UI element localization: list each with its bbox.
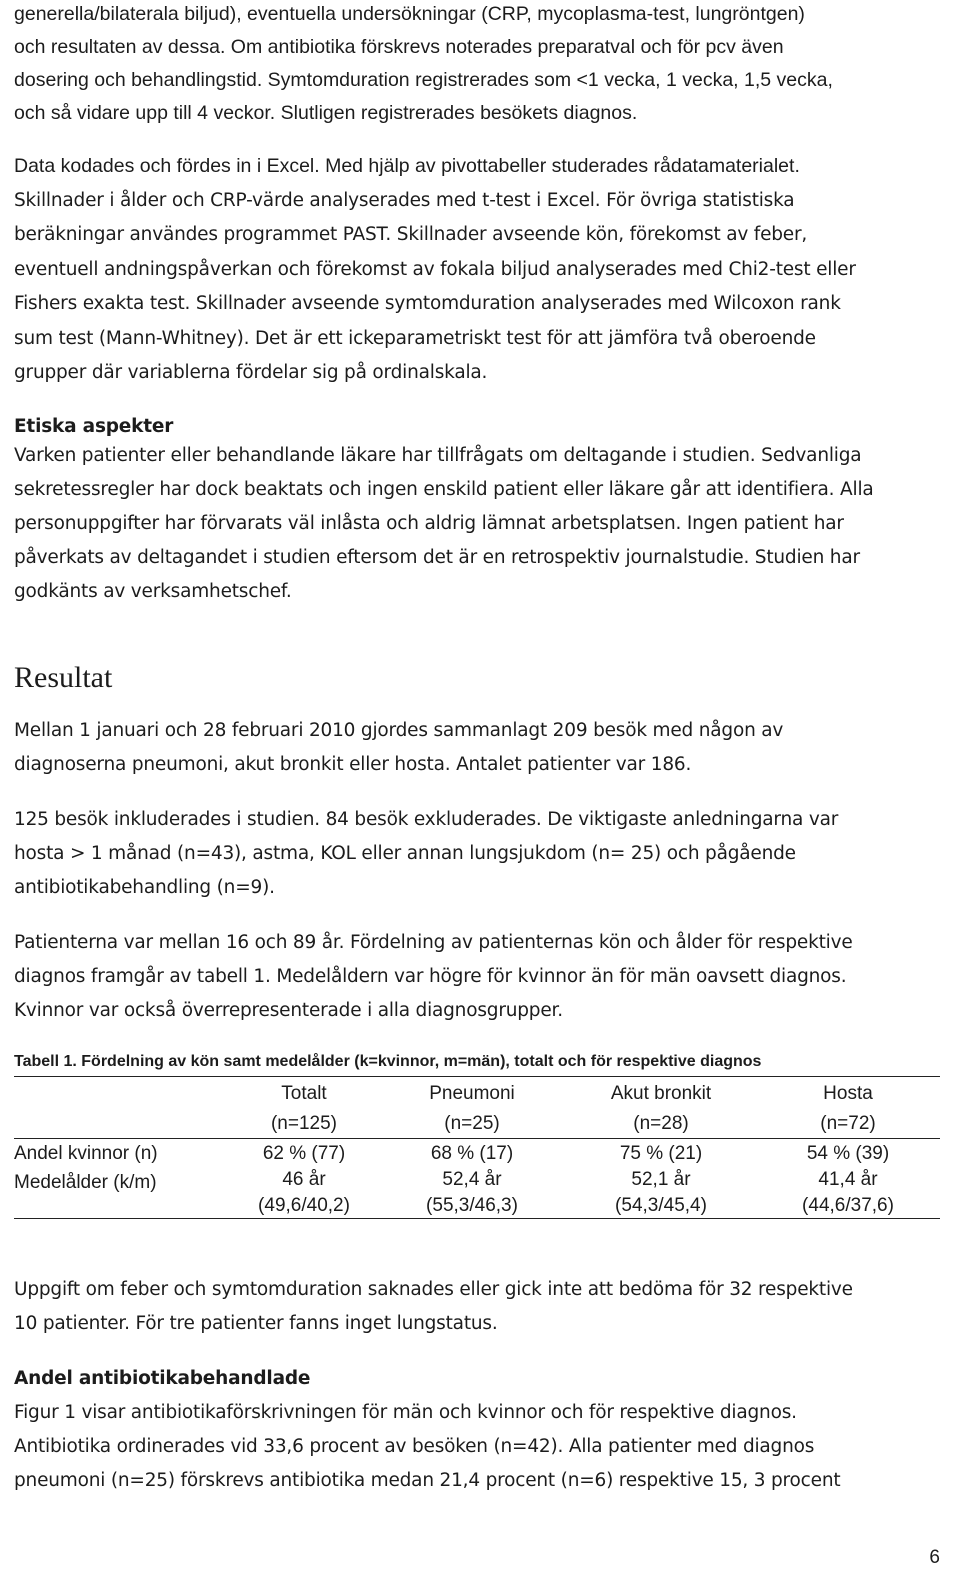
table-cell: 52,4 år [442,1169,502,1190]
table-cell: 52,1 år [631,1169,691,1190]
table-cell: 41,4 år [818,1169,878,1190]
text-line: Fishers exakta test. Skillnader avseende symtomduration analyserades med Wilcoxon rank [14,293,841,314]
table-cell: 62 % (77) [262,1143,346,1164]
column-header: Akut bronkit [610,1083,712,1104]
section-heading: Andel antibiotikabehandlade [14,1368,311,1389]
text-line: hosta > 1 månad (n=43), astma, KOL eller annan lungsjukdom (n= 25) och pågående [14,843,796,864]
text-line: Data kodades och fördes in i Excel. Med hjälp av pivottabeller studerades rådatamaterialet. [14,155,800,177]
text-line: sum test (Mann-Whitney). Det är ett ickeparametriskt test för att jämföra två oberoende [14,328,816,349]
row-label: Medelålder (k/m) [14,1172,157,1193]
text-line: 10 patienter. För tre patienter fanns inget lungstatus. [14,1313,498,1334]
text-line: Skillnader i ålder och CRP-värde analyserades med t-test i Excel. För övriga statistiska [14,190,795,211]
table-cell-sub: (49,6/40,2) [258,1195,350,1216]
table-header-rule [14,1138,940,1139]
page-number: 6 [929,1547,940,1568]
text-line: Mellan 1 januari och 28 februari 2010 gjordes sammanlagt 209 besök med någon av [14,720,784,741]
column-header: Pneumoni [429,1083,515,1104]
column-header-n: (n=72) [820,1113,876,1134]
column-header-n: (n=25) [444,1113,500,1134]
text-line: Antibiotika ordinerades vid 33,6 procent av besöken (n=42). Alla patienter med diagnos [14,1436,815,1457]
text-line: antibiotikabehandling (n=9). [14,877,275,898]
text-line: Kvinnor var också överrepresenterade i alla diagnosgrupper. [14,1000,563,1021]
text-line: Uppgift om feber och symtomduration saknades eller gick inte att bedöma för 32 respektive [14,1279,853,1300]
text-line: dosering och behandlingstid. Symtomduration registrerades som <1 vecka, 1 vecka, 1,5 vecka, [14,69,833,91]
results-heading: Resultat [14,661,113,694]
text-line: personuppgifter har förvarats väl inlåsta och aldrig lämnat arbetsplatsen. Ingen patient har [14,513,844,534]
table-bottom-rule [14,1218,940,1219]
text-line: Patienterna var mellan 16 och 89 år. Fördelning av patienternas kön och ålder för respektive [14,932,853,953]
table-cell: 46 år [282,1169,326,1190]
table-cell-sub: (54,3/45,4) [615,1195,707,1216]
text-line: diagnoserna pneumoni, akut bronkit eller hosta. Antalet patienter var 186. [14,754,692,775]
text-line: påverkats av deltagandet i studien eftersom det är en retrospektiv journalstudie. Studien har [14,547,860,568]
table-cell-sub: (55,3/46,3) [426,1195,518,1216]
text-line: sekretessregler har dock beaktats och ingen enskild patient eller läkare går att identifiera. Alla [14,479,874,500]
column-header: Totalt [281,1083,327,1104]
row-label: Andel kvinnor (n) [14,1143,158,1164]
text-line: pneumoni (n=25) förskrevs antibiotika medan 21,4 procent (n=6) respektive 15, 3 procent [14,1470,841,1491]
text-line: generella/bilaterala biljud), eventuella undersökningar (CRP, mycoplasma-test, lungröntgen) [14,3,805,25]
text-line: beräkningar användes programmet PAST. Skillnader avseende kön, förekomst av feber, [14,224,808,245]
text-line: godkänts av verksamhetschef. [14,581,292,602]
column-header-n: (n=28) [633,1113,689,1134]
column-header: Hosta [823,1083,873,1104]
table-top-rule [14,1076,940,1077]
table-cell: 75 % (21) [619,1143,703,1164]
table-cell: 68 % (17) [430,1143,514,1164]
text-line: diagnos framgår av tabell 1. Medelåldern var högre för kvinnor än för män oavsett diagnos. [14,966,847,987]
section-heading: Etiska aspekter [14,416,174,437]
text-line: Varken patienter eller behandlande läkare har tillfrågats om deltagande i studien. Sedvanliga [14,445,862,466]
text-line: 125 besök inkluderades i studien. 84 besök exkluderades. De viktigaste anledningarna var [14,809,839,830]
text-line: och resultaten av dessa. Om antibiotika förskrevs noterades preparatval och för pcv även [14,36,784,58]
text-line: eventuell andningspåverkan och förekomst av fokala biljud analyserades med Chi2-test eller [14,259,856,280]
column-header-n: (n=125) [270,1113,338,1134]
table-caption: Tabell 1. Fördelning av kön samt medelålder (k=kvinnor, m=män), totalt och för respektive diagnos [14,1053,762,1070]
table-cell: 54 % (39) [806,1143,890,1164]
table-cell-sub: (44,6/37,6) [802,1195,894,1216]
text-line: och så vidare upp till 4 veckor. Slutligen registrerades besökets diagnos. [14,102,638,124]
text-line: Figur 1 visar antibiotikaförskrivningen för män och kvinnor och för respektive diagnos. [14,1402,797,1423]
text-line: grupper där variablerna fördelar sig på ordinalskala. [14,362,488,383]
